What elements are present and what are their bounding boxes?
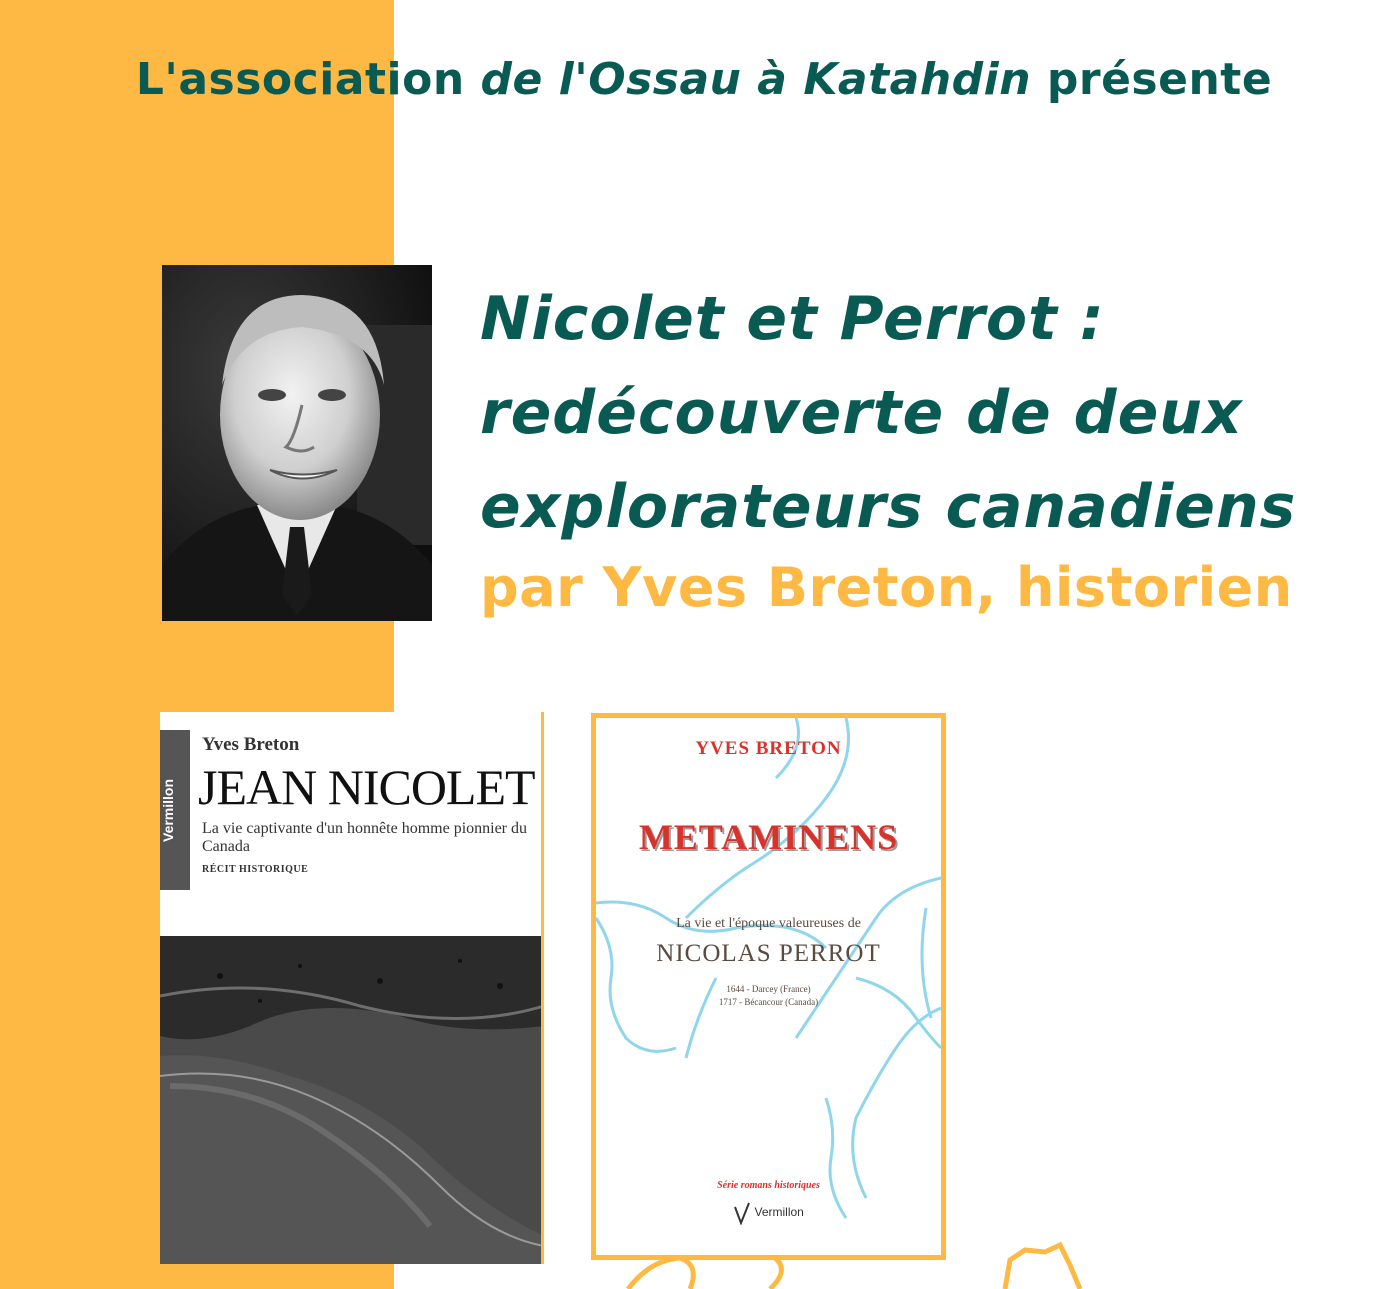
book2-subtitle: La vie et l'époque valeureuses de (676, 916, 861, 931)
book-cover-metaminens (591, 713, 946, 1260)
book2-series: Série romans historiques (717, 1180, 820, 1191)
portrait-image (162, 265, 432, 621)
book2-death-date: 1717 - Bécancour (Canada) (718, 997, 819, 1007)
title-line-2: redécouverte de deux (480, 378, 1243, 448)
book2-author: YVES BRETON (695, 738, 842, 759)
book2-publisher (596, 1201, 941, 1225)
book1-title: JEAN NICOLET (198, 759, 535, 815)
decorative-outline-shapes (0, 1230, 1398, 1289)
book1-genre: RÉCIT HISTORIQUE (202, 864, 309, 875)
title-line-1: Nicolet et Perrot : (480, 284, 1105, 354)
header-line (0, 54, 1398, 105)
book2-title: METAMINENS (638, 817, 899, 857)
portrait-photo (162, 265, 432, 621)
satellite-map-image (160, 936, 544, 1264)
event-title (480, 272, 1360, 554)
speaker-byline: par Yves Breton, historien (480, 556, 1293, 619)
header-association-name: de l'Ossau à Katahdin (480, 54, 1032, 105)
header-suffix: présente (1046, 54, 1273, 105)
book2-birth-date: 1644 - Darcey (France) (726, 984, 811, 994)
book1-author: Yves Breton (202, 734, 300, 755)
vermillon-logo-icon (733, 1201, 751, 1225)
book2-subject-name: NICOLAS PERROT (656, 940, 881, 967)
header-prefix: L'association (135, 54, 465, 105)
title-line-3: explorateurs canadiens (480, 472, 1297, 542)
book2-publisher-name: Vermillon (754, 1205, 804, 1220)
book-cover-jean-nicolet (160, 712, 544, 1264)
book1-subtitle: La vie captivante d'un honnête homme pionnier du Canada (202, 820, 528, 855)
publisher-spine-label: Vermillon (160, 778, 176, 842)
